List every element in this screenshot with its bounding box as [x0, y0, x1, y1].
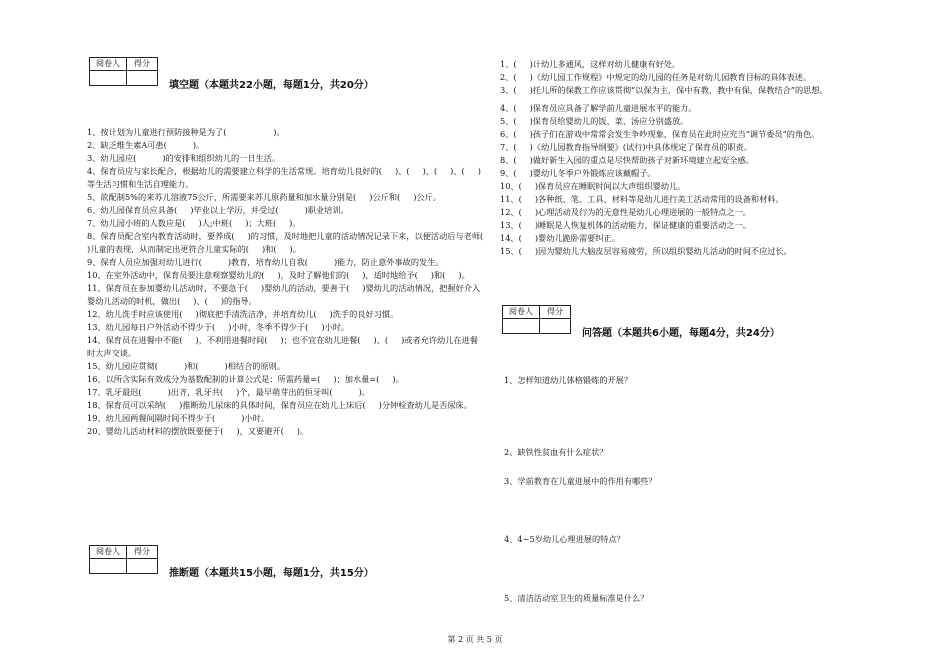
reviewer-blank[interactable]: [503, 319, 540, 334]
question-item: 4、保育员应与家长配合，根据幼儿的需要建立科学的生活常规。培育幼儿良好的( )、( )、( )、( )等生活习惯和生活自理能力。: [87, 166, 481, 189]
question-item: 2、缺乏维生素A可患( )。: [87, 140, 205, 150]
question-item: 20、婴幼儿活动材料的摆放既要便于( )，又要避开( )。: [87, 426, 309, 436]
question-item: 14、( )婴幼儿跪卧需要纠正。: [500, 233, 620, 243]
question-item: 6、幼儿园保育员应具备( )毕业以上学历，并受过( )职业培训。: [87, 205, 349, 215]
essay-question: 3、学前教育在儿童进展中的作用有哪些？: [504, 476, 657, 486]
question-item: 7、( )《幼儿园教育指导纲要》(试行)中具体规定了保育员的职责。: [500, 142, 753, 152]
question-item: 11、( )各种纸、笔、工具、材料等是幼儿进行美工活动常用的设备和材料。: [500, 194, 784, 204]
question-item: 9、保育人员应加强对幼儿进行( )教育，培育幼儿自我( )能力，防止意外事故的发生。: [87, 257, 444, 267]
question-item: 10、( )保育员应在睡眠时间以大声组织婴幼儿。: [500, 181, 686, 191]
reviewer-label: 阅卷人: [503, 306, 540, 319]
question-item: 19、幼儿园两餐间隔时间不得少于( )小时。: [87, 413, 270, 423]
essay-question: 5、清洁活动室卫生的质量标准是什么？: [504, 593, 649, 603]
question-item: 14、保育员在进餐中不能( )，不利用进餐时间( )；也不宜在幼儿进餐( )、( )或者允许幼儿在进餐时大声交谈。: [87, 335, 478, 358]
question-item: 1、按计划为儿童进行预防接种是为了( )。: [87, 127, 285, 137]
essay-question: 4、4~5岁幼儿心理进展的特点？: [504, 534, 625, 544]
question-item: 5、( )保育员给婴幼儿的饭、菜、汤应分别盛放。: [500, 116, 689, 126]
question-item: 2、( )《幼儿园工作规程》中规定的幼儿园的任务是对幼儿园教育目标的具体表述。: [500, 72, 812, 82]
reviewer-label: 阅卷人: [90, 58, 127, 71]
score-label: 得分: [540, 306, 571, 319]
question-item: 13、幼儿园每日户外活动不得少于( )小时，冬季不得少于( )小时。: [87, 322, 350, 332]
question-item: 11、保育员在参加婴幼儿活动时，不要急于( )婴幼儿的活动，要善于( )婴幼儿的活动情况，把握好介入婴幼儿活动的时机，做出( )、( )的指导。: [87, 283, 481, 306]
fill-section-title: 填空题（本题共22小题，每题1分，共20分）: [169, 80, 374, 91]
essay-question: 1、怎样知道幼儿体格锻炼的开展？: [504, 375, 633, 385]
page-footer: 第 2 页 共 5 页: [447, 635, 503, 644]
score-blank[interactable]: [127, 71, 158, 86]
question-item: 4、( )保育员应具备了解学前儿童进展水平的能力。: [500, 103, 697, 113]
question-item: 6、( )孩子们在游戏中常常会发生争吵现象，保育员在此时应充当“调节委员”的角色。: [500, 129, 820, 139]
question-item: 8、保育员配合室内教育活动时，要养成( )的习惯，及时地把儿童的活动情况记录下来，以便活动后与老师( )儿童的表现，从而制定出更符合儿童实际的( )和( )。: [87, 231, 497, 254]
score-label: 得分: [127, 546, 158, 559]
question-item: 3、( )托儿所的保教工作应该贯彻“以保为主，保中有教，教中有保，保教结合”的思想。: [500, 85, 828, 95]
score-label: 得分: [127, 58, 158, 71]
question-item: 9、( )婴幼儿冬季户外锻炼应该戴帽子。: [500, 168, 656, 178]
score-blank[interactable]: [127, 559, 158, 574]
question-item: 5、欲配制5%的来苏儿溶液75公斤，所需要来苏儿原药量和加水量分别是( )公斤和( )公斤。: [87, 192, 441, 202]
essay-question: 2、缺铁性贫血有什么症状？: [504, 447, 608, 457]
reviewer-label: 阅卷人: [90, 546, 127, 559]
score-box-judge: [89, 545, 158, 574]
question-item: 15、幼儿园应贯彻( )和( )相结合的原则。: [87, 361, 286, 371]
reviewer-blank[interactable]: [90, 559, 127, 574]
question-item: 8、( )做好新生入园的重点是尽快帮助孩子对新环境建立起安全感。: [500, 155, 754, 165]
judge-question-list: [500, 58, 918, 258]
question-item: 15、( )因为婴幼儿大脑皮层容易疲劳，所以组织婴幼儿活动的时间不应过长。: [500, 246, 792, 256]
question-item: 17、乳牙最迟( )出齐，乳牙共( )个，最早萌芽出的恒牙叫( )。: [87, 387, 370, 397]
question-item: 12、幼儿洗手时应该使用( )彻底把手清洗洁净，并培育幼儿( )洗手的良好习惯。: [87, 309, 399, 319]
essay-section-title: 问答题（本题共6小题，每题4分，共24分）: [582, 328, 780, 339]
question-item: 10、在室外活动中，保育员要注意观察婴幼儿的( )，及时了解他们的( )，适时地给予( )和( )。: [87, 270, 470, 280]
question-item: 3、幼儿园应( )的安排和组织幼儿的一日生活。: [87, 153, 281, 163]
reviewer-blank[interactable]: [90, 71, 127, 86]
question-item: 13、( )睡眠是人恢复机体的活动能力，保证健康的重要活动之一。: [500, 220, 751, 230]
question-item: 12、( )心理活动及行为的无意性是幼儿心理进展的一般特点之一。: [500, 207, 751, 217]
score-box-fill: [89, 57, 158, 86]
question-item: 16、以所含实际有效成分为基数配制的计算公式是：所需药量=( )；加水量=( )。: [87, 374, 404, 384]
question-item: 7、幼儿园小班的人数应是( )人;中班( )；大班( )。: [87, 218, 301, 228]
score-blank[interactable]: [540, 319, 571, 334]
question-item: 1、( )计幼儿多通风，这样对幼儿健康有好处。: [500, 59, 681, 69]
question-item: 18、保育员可以采纳( )推断幼儿尿床的具体时间，保育员应在幼儿上床后( )分钟检查幼儿是否尿床。: [87, 400, 472, 410]
score-box-essay: [502, 305, 571, 334]
fill-question-list: [87, 126, 497, 438]
judge-section-title: 推断题（本题共15小题，每题1分，共15分）: [169, 568, 374, 579]
